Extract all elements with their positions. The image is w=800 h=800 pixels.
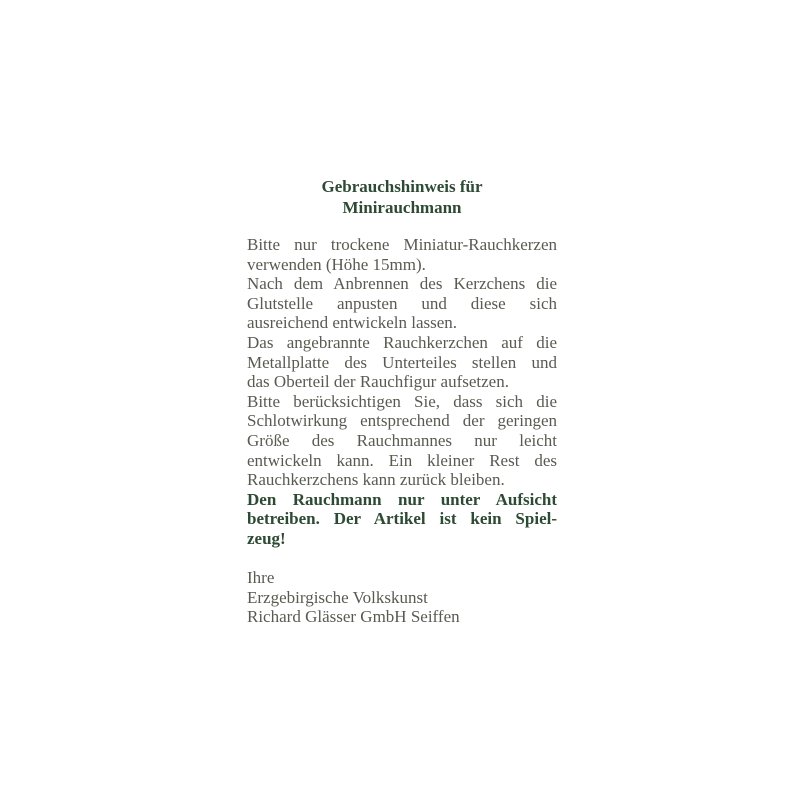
warning-line-3: zeug!: [247, 528, 286, 548]
instruction-line-6: Das angebrannte Rauchkerzchen auf die: [247, 332, 557, 352]
instructions-body: [247, 235, 557, 627]
instruction-line-12: entwickeln kann. Ein kleiner Rest des: [247, 450, 557, 470]
instruction-line-10: Schlotwirkung entsprechend der geringen: [247, 411, 557, 431]
instruction-line-1: Bitte nur trockene Miniatur-Rauchkerzen: [247, 235, 557, 254]
instruction-line-11: Größe des Rauchmannes nur leicht: [247, 430, 557, 450]
instruction-line-4: Glutstelle anpusten und diese sich: [247, 293, 557, 313]
signature-line-2: Erzgebirgische Volkskunst: [247, 587, 428, 607]
signature-line-3: Richard Glässer GmbH Seiffen: [247, 607, 460, 627]
document-title: [248, 176, 556, 218]
title-line-2: Minirauchmann: [342, 198, 462, 217]
instruction-line-5: ausreichend entwickeln lassen.: [247, 313, 458, 333]
spacer: [247, 549, 557, 569]
instruction-line-3: Nach dem Anbrennen des Kerzchens die: [247, 274, 557, 294]
instruction-line-7: Metallplatte des Unterteiles stellen und: [247, 352, 557, 372]
signature-line-1: Ihre: [247, 568, 275, 588]
instruction-line-2: verwenden (Höhe 15mm).: [247, 254, 426, 274]
title-line-1: Gebrauchshinweis für: [321, 177, 483, 196]
instruction-line-9: Bitte berücksichtigen Sie, dass sich die: [247, 391, 557, 411]
warning-line-1: Den Rauchmann nur unter Aufsicht: [247, 489, 557, 509]
instruction-line-13: Rauchkerzchens kann zurück bleiben.: [247, 470, 505, 490]
warning-line-2: betreiben. Der Artikel ist kein Spiel-: [247, 509, 557, 529]
instruction-line-8: das Oberteil der Rauchfigur aufsetzen.: [247, 372, 509, 392]
